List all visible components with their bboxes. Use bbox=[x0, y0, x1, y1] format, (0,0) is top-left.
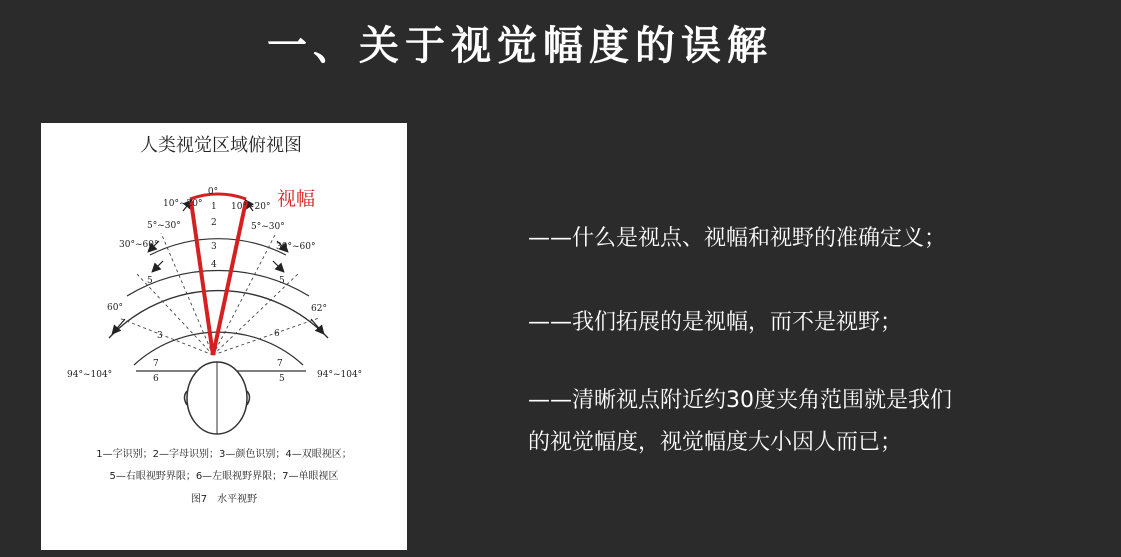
legend-line-1: 1—字识别；2—字母识别；3—颜色识别；4—双眼视区； bbox=[96, 449, 352, 460]
legend-line-2: 5—右眼视野界限；6—左眼视野界限；7—单眼视区 bbox=[109, 471, 339, 482]
zone-1: 1 bbox=[211, 202, 217, 212]
bullet-2: ——我们拓展的是视幅，而不是视野； bbox=[528, 310, 903, 335]
red-line-right bbox=[213, 201, 246, 355]
angle-right-5-30: 5°~30° bbox=[251, 222, 285, 232]
page-title: 一、关于视觉幅度的误解 bbox=[267, 22, 773, 69]
angle-left-94-104: 94°~104° bbox=[67, 370, 113, 380]
bullet-list bbox=[528, 218, 1088, 464]
red-label: 视幅 bbox=[277, 188, 316, 210]
red-line-left bbox=[191, 201, 213, 355]
angle-left-60: 60° bbox=[107, 303, 123, 313]
angle-right-30-60: 30°~60° bbox=[276, 242, 316, 252]
figure-heading: 人类视觉区域俯视图 bbox=[140, 135, 302, 156]
angle-right-62: 62° bbox=[311, 304, 327, 314]
figure-caption: 图7 水平视野 bbox=[190, 494, 258, 505]
vision-field-diagram bbox=[41, 123, 407, 550]
zone-7-right: 7 bbox=[277, 359, 283, 369]
angle-left-5-30: 5°~30° bbox=[147, 221, 181, 231]
zone-5-left: 5 bbox=[147, 276, 153, 286]
zone-7-left: 7 bbox=[153, 359, 159, 369]
zone-3: 3 bbox=[211, 242, 217, 252]
zone-6-right: 6 bbox=[274, 329, 280, 339]
zone-5-right: 5 bbox=[279, 276, 285, 286]
angle-left-10-20: 10°~20° bbox=[163, 199, 203, 209]
zone-4: 4 bbox=[211, 260, 217, 270]
zone-2: 2 bbox=[211, 218, 217, 228]
zone-3-left: 3 bbox=[157, 331, 163, 341]
zone-5-right-bottom: 5 bbox=[279, 374, 285, 384]
bullet-3-continued: 的视觉幅度，视觉幅度大小因人而已； bbox=[528, 430, 903, 455]
angle-right-94-104: 94°~104° bbox=[317, 370, 363, 380]
angle-left-30-60: 30°~60° bbox=[119, 240, 159, 250]
vision-field-figure bbox=[41, 123, 407, 550]
angle-top: 0° bbox=[207, 187, 219, 197]
angle-right-10-20: 10°~20° bbox=[231, 202, 271, 212]
bullet-3: ——清晰视点附近约30度夹角范围就是我们 bbox=[528, 388, 952, 413]
bullet-1: ——什么是视点、视幅和视野的准确定义； bbox=[528, 226, 947, 251]
zone-6-left: 6 bbox=[153, 374, 159, 384]
